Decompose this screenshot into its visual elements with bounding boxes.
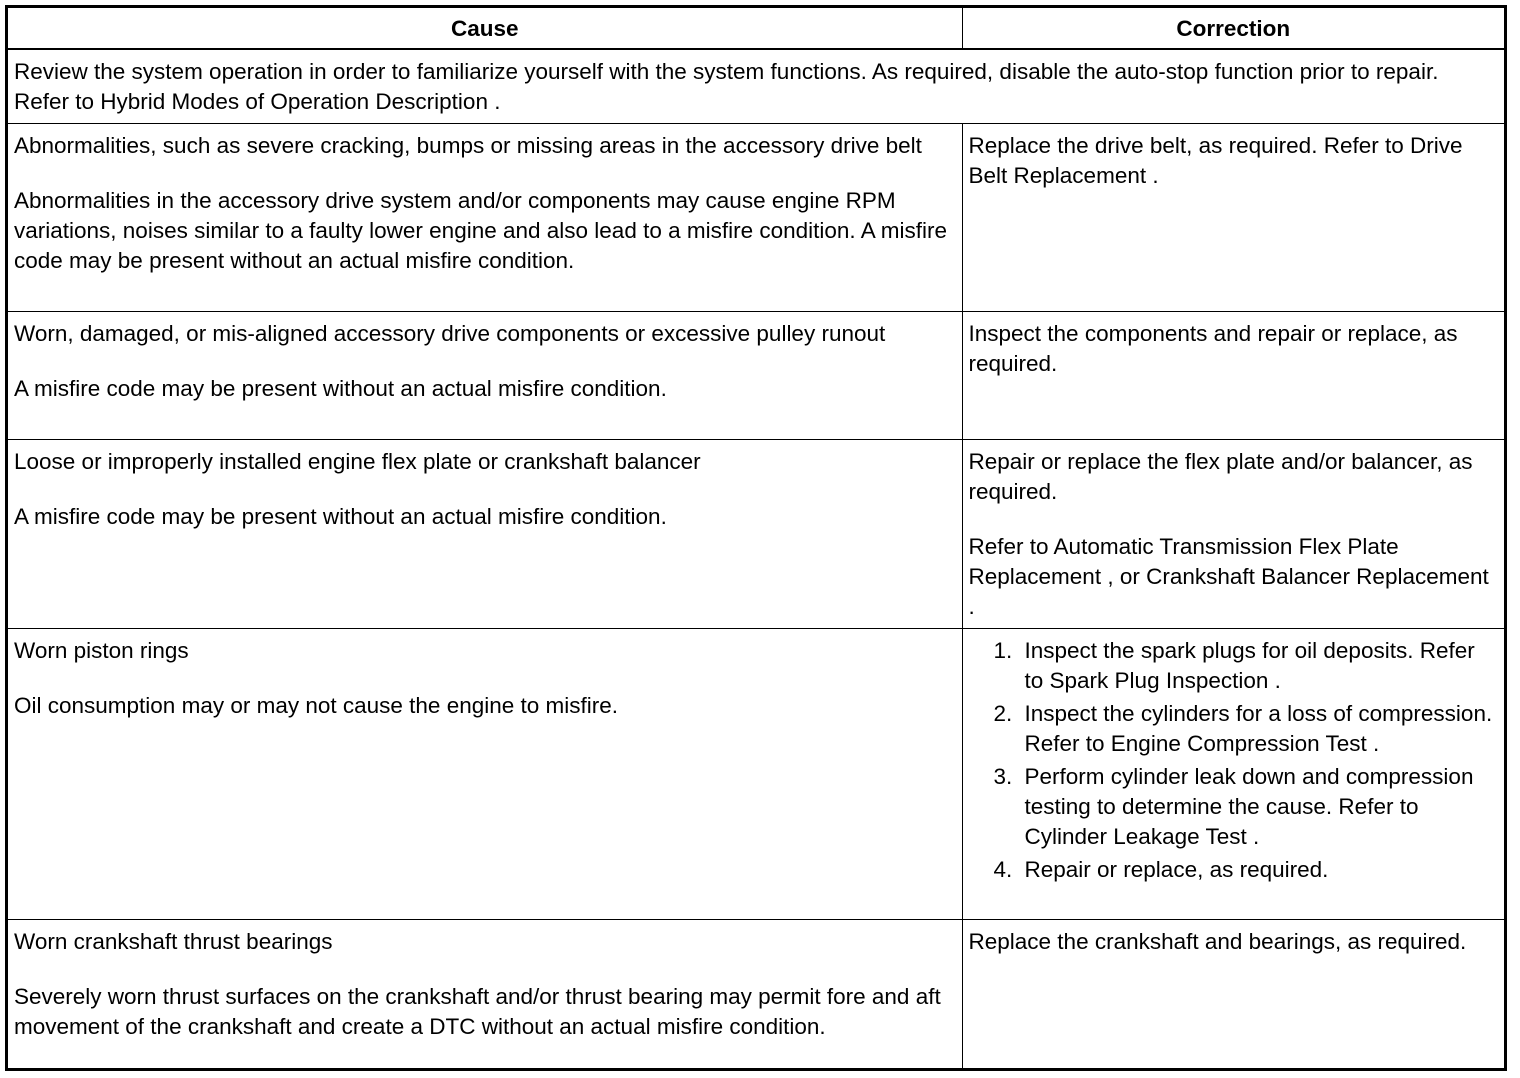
cause-cell bbox=[8, 629, 962, 920]
table-note-row bbox=[8, 49, 1504, 124]
table-row bbox=[8, 440, 1504, 629]
correction-steps-list bbox=[969, 636, 1499, 885]
table-row bbox=[8, 124, 1504, 312]
cause-detail: Oil consumption may or may not cause the engine to misfire. bbox=[14, 693, 619, 718]
correction-column-header: Correction bbox=[962, 8, 1504, 49]
table-header-row bbox=[8, 8, 1504, 49]
table-row bbox=[8, 629, 1504, 920]
cause-text: Loose or improperly installed engine flex plate or crankshaft balancer bbox=[14, 449, 701, 474]
cause-detail: A misfire code may be present without an actual misfire condition. bbox=[14, 504, 667, 529]
cause-column-header: Cause bbox=[8, 8, 962, 49]
correction-cell bbox=[962, 920, 1504, 1069]
cause-detail: Abnormalities in the accessory drive system and/or components may cause engine RPM variations, noises similar to a faulty lower engine and also lead to a misfire condition. A misfire code may be present without an actual misfire condition. bbox=[14, 188, 947, 273]
cause-text: Worn piston rings bbox=[14, 638, 189, 663]
correction-step: 1. Inspect the spark plugs for oil deposits. Refer to Spark Plug Inspection . bbox=[1019, 636, 1499, 696]
cause-detail: Severely worn thrust surfaces on the crankshaft and/or thrust bearing may permit fore and aft movement of the crankshaft and create a DTC without an actual misfire condition. bbox=[14, 984, 941, 1039]
table-row bbox=[8, 312, 1504, 440]
correction-text: Replace the crankshaft and bearings, as required. bbox=[968, 929, 1467, 954]
correction-text: Replace the drive belt, as required. Refer to Drive Belt Replacement . bbox=[968, 133, 1463, 188]
cause-cell bbox=[8, 312, 962, 440]
correction-text: Inspect the components and repair or replace, as required. bbox=[968, 321, 1458, 376]
correction-text: Repair or replace the flex plate and/or balancer, as required. bbox=[968, 449, 1473, 504]
cause-cell bbox=[8, 124, 962, 312]
correction-cell bbox=[962, 440, 1504, 629]
cause-cell bbox=[8, 920, 962, 1069]
correction-cell bbox=[962, 124, 1504, 312]
correction-reference: Refer to Automatic Transmission Flex Plate Replacement , or Crankshaft Balancer Replacement . bbox=[968, 534, 1489, 619]
cause-text: Worn crankshaft thrust bearings bbox=[14, 929, 333, 954]
cause-cell bbox=[8, 440, 962, 629]
table-row bbox=[8, 920, 1504, 1069]
correction-step: 3. Perform cylinder leak down and compression testing to determine the cause. Refer to Cylinder Leakage Test . bbox=[1019, 762, 1499, 852]
cause-text: Worn, damaged, or mis-aligned accessory drive components or excessive pulley runout bbox=[14, 321, 886, 346]
correction-step: 4. Repair or replace, as required. bbox=[1019, 855, 1499, 885]
correction-step: 2. Inspect the cylinders for a loss of compression. Refer to Engine Compression Test . bbox=[1019, 699, 1499, 759]
cause-correction-table bbox=[8, 8, 1504, 1068]
cause-detail: A misfire code may be present without an actual misfire condition. bbox=[14, 376, 667, 401]
cause-text: Abnormalities, such as severe cracking, bumps or missing areas in the accessory drive belt bbox=[14, 133, 922, 158]
correction-cell bbox=[962, 312, 1504, 440]
diagnostic-table-sheet bbox=[5, 5, 1507, 1071]
system-operation-note: Review the system operation in order to familiarize yourself with the system functions. As required, disable the auto-stop function prior to repair. Refer to Hybrid Modes of Operation Description . bbox=[8, 49, 1504, 124]
correction-cell bbox=[962, 629, 1504, 920]
